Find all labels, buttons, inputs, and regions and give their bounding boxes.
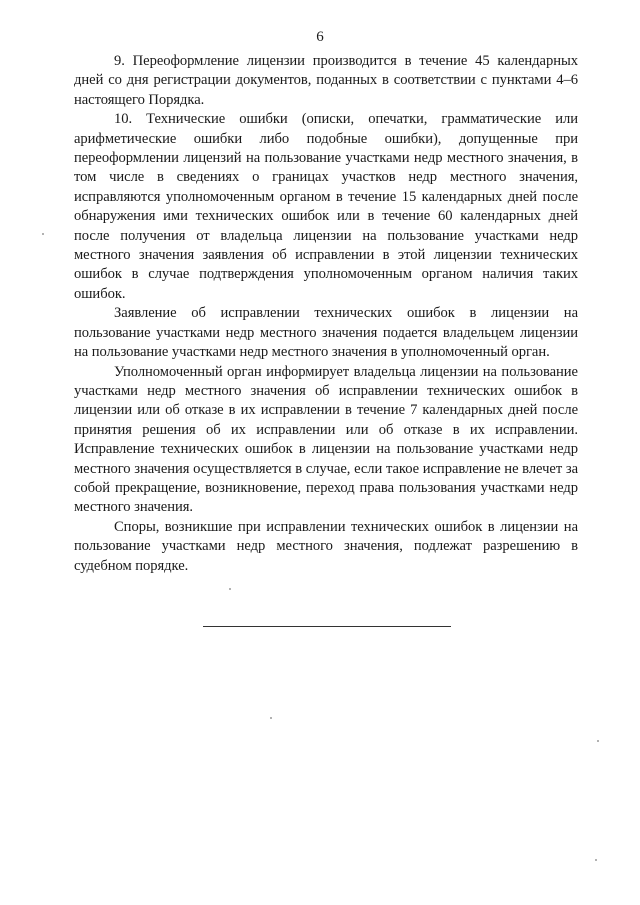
paragraph-item-10: 10. Технические ошибки (описки, опечатки, грамматические или арифметические ошибки либо подобные ошибки), допущенные при переоформлении лицензий на пользование участками недр местного значения, в том числе в сведениях о границах участков недр местного значения, исправляются уполномоченным органом в течение 15 календарных дней после обнаружения ими технических ошибок или в течение 60 календарных дней после получения от владельца лицензии на пользование участками недр местного значения заявления об исправлении в этой лицензии технических ошибок в случае подтверждения уполномоченным органом наличия таких ошибок. xyxy=(74,111,578,302)
scan-speck xyxy=(597,740,599,742)
document-body xyxy=(74,52,578,576)
page-number: 6 xyxy=(316,29,324,45)
scan-speck xyxy=(270,717,272,719)
scan-speck xyxy=(42,233,44,235)
scan-speck xyxy=(229,588,231,590)
paragraph-notification: Уполномоченный орган информирует владельца лицензии на пользование участками недр местного значения об исправлении технических ошибок в лицензии или об отказе в их исправлении в течение 7 календарных дней после принятия решения об их исправлении или об отказе в их исправлении. Исправление технических ошибок в лицензии на пользование участками недр местного значения осуществляется в случае, если такое исправление не влечет за собой прекращение, возникновение, переход права пользования участками недр местного значения. xyxy=(74,363,578,516)
paragraph-item-9: 9. Переоформление лицензии производится в течение 45 календарных дней со дня регистрации документов, поданных в соответствии с пунктами 4–6 настоящего Порядка. xyxy=(74,53,578,108)
scan-speck xyxy=(595,859,597,861)
paragraph-application: Заявление об исправлении технических ошибок в лицензии на пользование участками недр местного значения подается владельцем лицензии на пользование участками недр местного значения в уполномоченный орган. xyxy=(74,305,578,361)
paragraph-disputes: Споры, возникшие при исправлении технических ошибок в лицензии на пользование участками недр местного значения, подлежат разрешению в судебном порядке. xyxy=(74,518,578,574)
closing-divider xyxy=(203,626,451,627)
